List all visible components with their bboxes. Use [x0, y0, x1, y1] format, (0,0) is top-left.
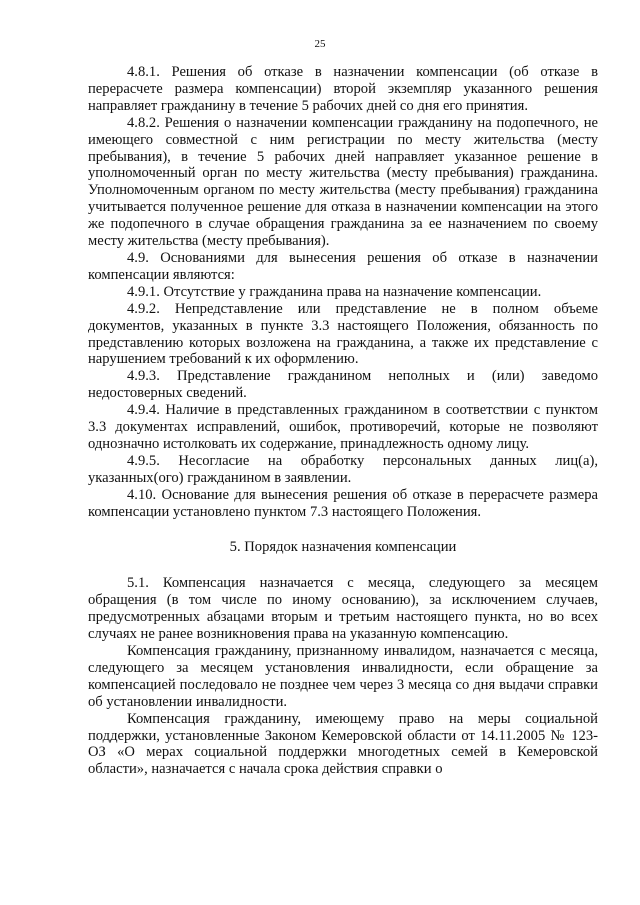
- paragraph-4-9-5: 4.9.5. Несогласие на обработку персональных данных лиц(а), указанных(ого) гражданином в заявлении.: [88, 452, 598, 486]
- paragraph-4-9-1: 4.9.1. Отсутствие у гражданина права на назначение компенсации.: [127, 283, 542, 300]
- document-body: [88, 64, 598, 778]
- paragraph-4-9-3: 4.9.3. Представление гражданином неполных и (или) заведомо недостоверных сведений.: [88, 368, 598, 402]
- page-number: 25: [314, 38, 326, 50]
- paragraph-5-1-disability: Компенсация гражданину, признанному инвалидом, назначается с месяца, следующего за месяцем установления инвалидности, если обращение за компенсацией последовало не позднее чем через 3 месяца со дня выдачи справки об установлении инвалидности.: [88, 643, 598, 710]
- paragraph-4-9-2: 4.9.2. Непредставление или представление не в полном объеме документов, указанных в пункте 3.3 настоящего Положения, обязанность по представлению которых возложена на гражданина, а также их представление с нарушением требований к их оформлению.: [88, 300, 598, 368]
- paragraph-4-9: 4.9. Основаниями для вынесения решения об отказе в назначении компенсации являются:: [88, 249, 598, 283]
- paragraph-5-1-large-families: Компенсация гражданину, имеющему право на меры социальной поддержки, установленные Законом Кемеровской области от 14.11.2005 № 123-ОЗ «О мерах социальной поддержки многодетных семей в Кемеровской области», назначается с начала срока действия справки о: [88, 710, 598, 778]
- paragraph-5-1: 5.1. Компенсация назначается с месяца, следующего за месяцем обращения (в том числе по иному основанию), за исключением случаев, предусмотренных абзацами вторым и третьим настоящего пункта, но во всех случаях не ранее возникновения права на указанную компенсацию.: [88, 575, 598, 643]
- paragraph-4-8-1: 4.8.1. Решения об отказе в назначении компенсации (об отказе в перерасчете размера компенсации) второй экземпляр указанного решения направляет гражданину в течение 5 рабочих дней со дня его принятия.: [88, 64, 598, 114]
- paragraph-4-10: 4.10. Основание для вынесения решения об отказе в перерасчете размера компенсации установлено пунктом 7.3 настоящего Положения.: [88, 486, 598, 520]
- paragraph-4-8-2: 4.8.2. Решения о назначении компенсации гражданину на подопечного, не имеющего совместной с ним регистрации по месту жительства (месту пребывания), в течение 5 рабочих дней направляет указанное решение в уполномоченный орган по месту жительства (месту пребывания) гражданина. Уполномоченным органом по месту жительства (месту пребывания) гражданина учитывается полученное решение для отказа в назначении компенсации на этого же подопечного в случае обращения гражданина за ее назначением по своему месту жительства (месту пребывания).: [88, 114, 598, 250]
- section-heading: 5. Порядок назначения компенсации: [229, 539, 457, 556]
- paragraph-4-9-4: 4.9.4. Наличие в представленных гражданином в соответствии с пунктом 3.3 документах исправлений, ошибок, противоречий, которые не позволяют однозначно истолковать их содержание, принадлежность одному лицу.: [88, 402, 598, 452]
